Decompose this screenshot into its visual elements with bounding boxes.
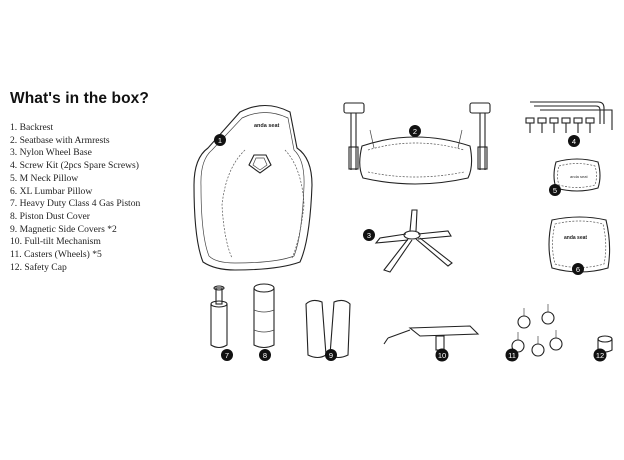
list-item: 2. Seatbase with Armrests — [10, 134, 110, 146]
wheel-base-illustration — [376, 210, 452, 272]
badge-10 — [436, 349, 449, 362]
svg-text:4: 4 — [571, 137, 577, 146]
badge-8 — [259, 349, 271, 361]
list-item: 9. Magnetic Side Covers *2 — [10, 223, 117, 235]
svg-text:12: 12 — [595, 351, 605, 360]
badge-7 — [221, 349, 233, 361]
side-covers-illustration — [306, 300, 350, 357]
list-item: 1. Backrest — [10, 122, 54, 133]
badge-1 — [214, 134, 226, 146]
badge-3 — [363, 229, 375, 241]
svg-text:6: 6 — [575, 265, 581, 274]
svg-text:9: 9 — [328, 351, 334, 360]
svg-text:10: 10 — [437, 351, 447, 360]
list-item: 7. Heavy Duty Class 4 Gas Piston — [10, 198, 141, 210]
svg-text:5: 5 — [552, 186, 558, 195]
gas-piston-illustration — [211, 286, 227, 348]
svg-text:7: 7 — [224, 351, 230, 360]
backrest-illustration — [194, 106, 312, 271]
badge-11 — [506, 349, 519, 362]
badge-5 — [549, 184, 561, 196]
list-item: 5. M Neck Pillow — [10, 172, 79, 184]
svg-text:2: 2 — [412, 127, 418, 136]
dust-cover-illustration — [254, 284, 274, 348]
list-item: 12. Safety Cap — [10, 261, 67, 273]
badge-12 — [594, 349, 607, 362]
badge-9 — [325, 349, 337, 361]
svg-text:1: 1 — [217, 136, 223, 145]
page-title: What's in the box? — [10, 90, 149, 107]
badge-4 — [568, 135, 580, 147]
list-item: 3. Nylon Wheel Base — [10, 147, 92, 159]
seatbase-illustration — [344, 103, 490, 184]
badge-6 — [572, 263, 584, 275]
neck-pillow-illustration — [554, 159, 600, 191]
list-item: 10. Full-tilt Mechanism — [10, 236, 101, 248]
tilt-mechanism-illustration — [384, 326, 478, 350]
casters-illustration — [512, 304, 562, 356]
brand-logo: anda seat — [564, 235, 588, 241]
brand-logo: anda seat — [570, 174, 588, 179]
badge-2 — [409, 125, 421, 137]
svg-text:8: 8 — [262, 351, 268, 360]
brand-logo: anda seat — [254, 123, 280, 129]
screw-kit-illustration — [526, 102, 612, 133]
list-item: 6. XL Lumbar Pillow — [10, 185, 93, 197]
list-item: 4. Screw Kit (2pcs Spare Screws) — [10, 160, 139, 172]
svg-text:11: 11 — [508, 351, 516, 360]
list-item: 11. Casters (Wheels) *5 — [10, 249, 102, 261]
list-item: 8. Piston Dust Cover — [10, 210, 90, 222]
svg-text:3: 3 — [366, 231, 372, 240]
